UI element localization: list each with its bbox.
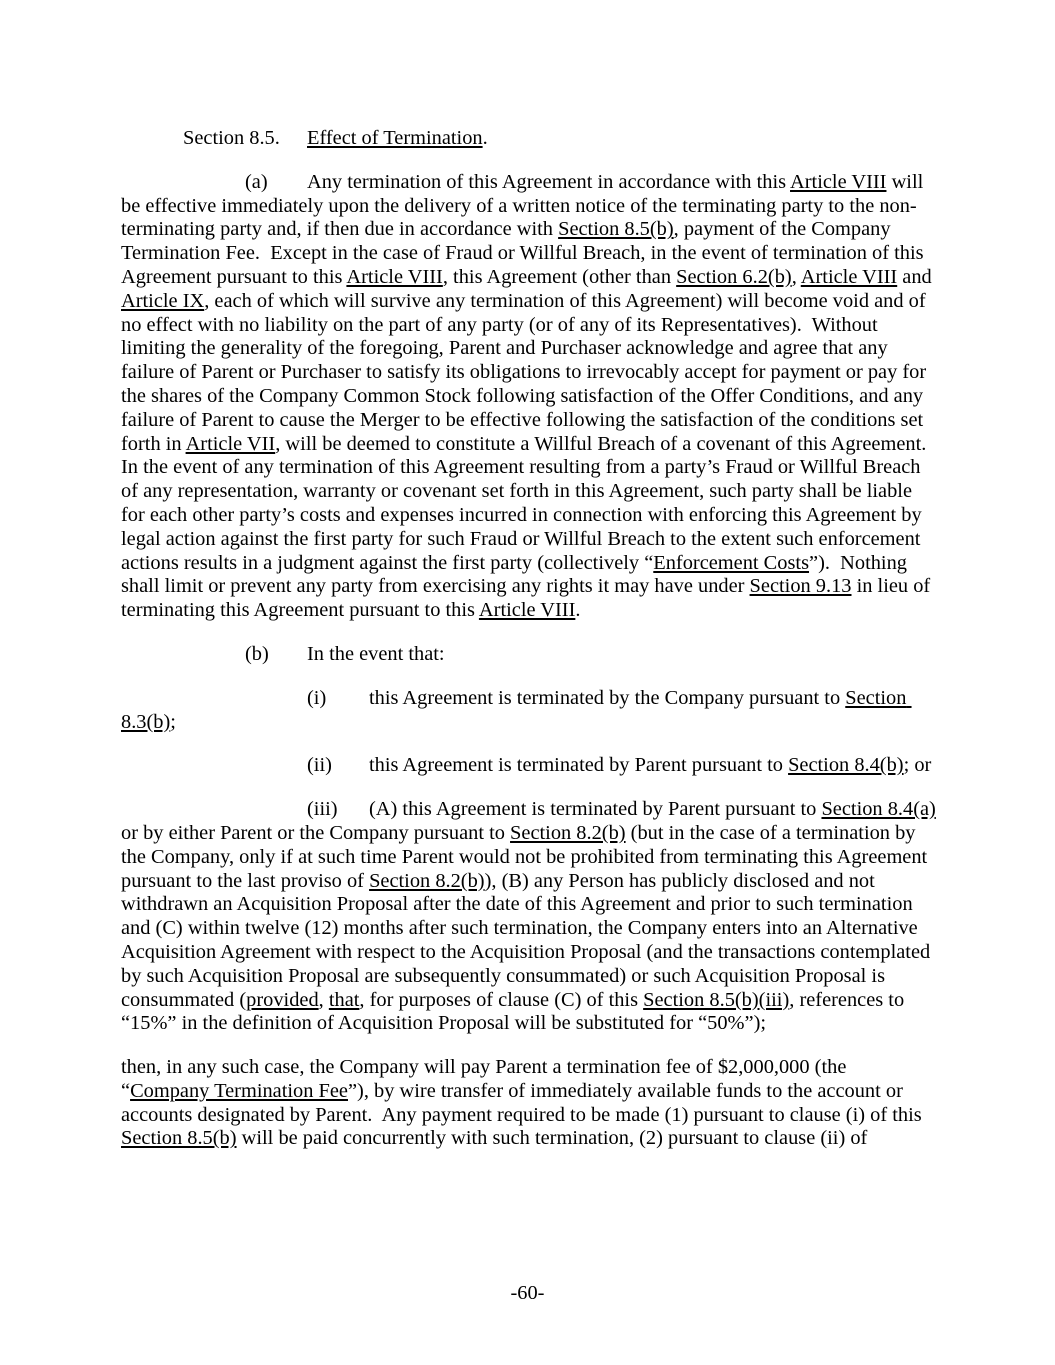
underlined-text-run: Article IX	[121, 289, 205, 312]
text-run: , this Agreement (other than	[442, 265, 677, 288]
text-run: , references to “15%” in the definition of Acquisition Proposal will be substituted for “50%”);	[121, 988, 910, 1035]
text-run: ”), by wire transfer of immediately available funds to the account or accounts designated by Parent. Any payment required to be made (1) pursuant to clause (i) of this	[121, 1079, 927, 1126]
paragraph-b	[121, 643, 939, 667]
text-run: (a) Any termination of this Agreement in accordance with this	[121, 170, 791, 193]
underlined-text-run: Article VIII	[800, 265, 898, 288]
paragraph-b-item-iii	[121, 798, 939, 1036]
underlined-text-run: Section 8.4(b)	[788, 754, 904, 777]
text-run: ,	[791, 265, 801, 288]
underlined-text-run: Enforcement Costs	[653, 551, 810, 574]
text-run: .	[482, 127, 488, 149]
underlined-text-run: Effect of Termination	[307, 127, 483, 149]
document-body	[121, 127, 939, 1151]
underlined-text-run: Section 8.3(b)	[121, 686, 912, 733]
text-run: ,	[318, 988, 329, 1011]
text-run: , payment of the Company Termination Fee. Except in the case of Fraud or Willful Breach, in the event of termination of this Agreement pursuant to this	[121, 218, 928, 288]
underlined-text-run: Article VIII	[790, 170, 887, 193]
text-run: will be effective immediately upon the delivery of a written notice of the terminating party to the non-terminating party and, if then due in accordance with	[121, 170, 929, 241]
underlined-text-run: Section 8.4(a)	[821, 798, 936, 821]
underlined-text-run: Section 8.5(b)	[558, 218, 674, 241]
underlined-text-run: Article VII	[185, 432, 276, 455]
underlined-text-run: that	[328, 988, 360, 1011]
paragraph-b-item-i	[121, 687, 939, 735]
underlined-text-run: Article VIII	[346, 265, 443, 288]
text-run: will be paid concurrently with such termination, (2) pursuant to clause (ii) of	[236, 1127, 868, 1150]
underlined-text-run: Section 9.13	[749, 575, 852, 598]
text-run: (but in the case of a termination by the Company, only if at such time Parent would not be prohibited from terminating this Agreement pursuant to the last proviso of	[121, 821, 933, 892]
underlined-text-run: Section 8.5(b)	[121, 1127, 237, 1150]
underlined-text-run: Section 8.2(b)	[369, 869, 485, 892]
paragraph-a	[121, 171, 939, 623]
text-run: , for purposes of clause (C) of this	[359, 988, 644, 1011]
text-run: ”). Nothing shall limit or prevent any party from exercising any rights it may have under	[121, 551, 913, 598]
text-run: , will be deemed to constitute a Willful Breach of a covenant of this Agreement. In the event of any termination of this Agreement resulting from a party’s Fraud or Willful Breach of any representation, warranty or covenant set forth in this Agreement, such party shall be liable for each other party’s costs and expenses incurred in connection with enforcing this Agreement by legal action against the first party for such Fraud or Willful Breach to the extent such enforcement actions results in a judgment against the first party (collectively “	[121, 432, 937, 574]
text-run: .	[575, 599, 581, 622]
paragraph-b-item-ii	[121, 754, 939, 778]
section-heading	[121, 127, 939, 151]
text-run: then, in any such case, the Company will pay Parent a termination fee of $2,000,000 (the “	[121, 1056, 852, 1102]
text-run: (i) this Agreement is terminated by the Company pursuant to	[121, 686, 846, 709]
text-run: Section 8.5.	[121, 127, 307, 149]
text-run: , each of which will survive any termination of this Agreement) will become void and of no effect with no liability on the part of any party (or of any of its Representatives). Without limiting the generality of the foregoing, Parent and Purchaser acknowledge and agree that any failure of Parent or Purchaser to satisfy its obligations to irrevocably accept for payment or pay for the shares of the Company Common Stock following satisfaction of the Offer Conditions, and any failure of Parent to cause the Merger to be effective following the satisfaction of the conditions set forth in	[121, 289, 932, 455]
underlined-text-run: Article VIII	[478, 599, 576, 622]
text-run: (b) In the event that:	[121, 642, 445, 665]
page-number: -60-	[510, 1282, 545, 1304]
text-run: (iii) (A) this Agreement is terminated by Parent pursuant to	[121, 798, 822, 821]
underlined-text-run: Section 6.2(b)	[676, 265, 792, 288]
text-run: ; or	[903, 754, 932, 777]
text-run: in lieu of terminating this Agreement pursuant to this	[121, 575, 936, 622]
text-run: (ii) this Agreement is terminated by Parent pursuant to	[121, 754, 789, 777]
text-run: ), (B) any Person has publicly disclosed and not withdrawn an Acquisition Proposal after the date of this Agreement and prior to such termination and (C) within twelve (12) months after such termination, the Company enters into an Alternative Acquisition Agreement with respect to the Acquisition Proposal (and the transactions contemplated by such Acquisition Proposal are subsequently consummated) or such Acquisition Proposal is consummated (	[121, 869, 936, 1011]
underlined-text-run: Company Termination Fee	[130, 1079, 348, 1102]
text-run: or by either Parent or the Company pursuant to	[121, 798, 941, 844]
underlined-text-run: Section 8.2(b)	[510, 821, 626, 844]
underlined-text-run: provided	[246, 988, 319, 1011]
paragraph-closing	[121, 1056, 939, 1151]
underlined-text-run: Section 8.5(b)(iii)	[643, 988, 790, 1011]
text-run: ;	[170, 710, 176, 733]
text-run: and	[897, 265, 936, 288]
